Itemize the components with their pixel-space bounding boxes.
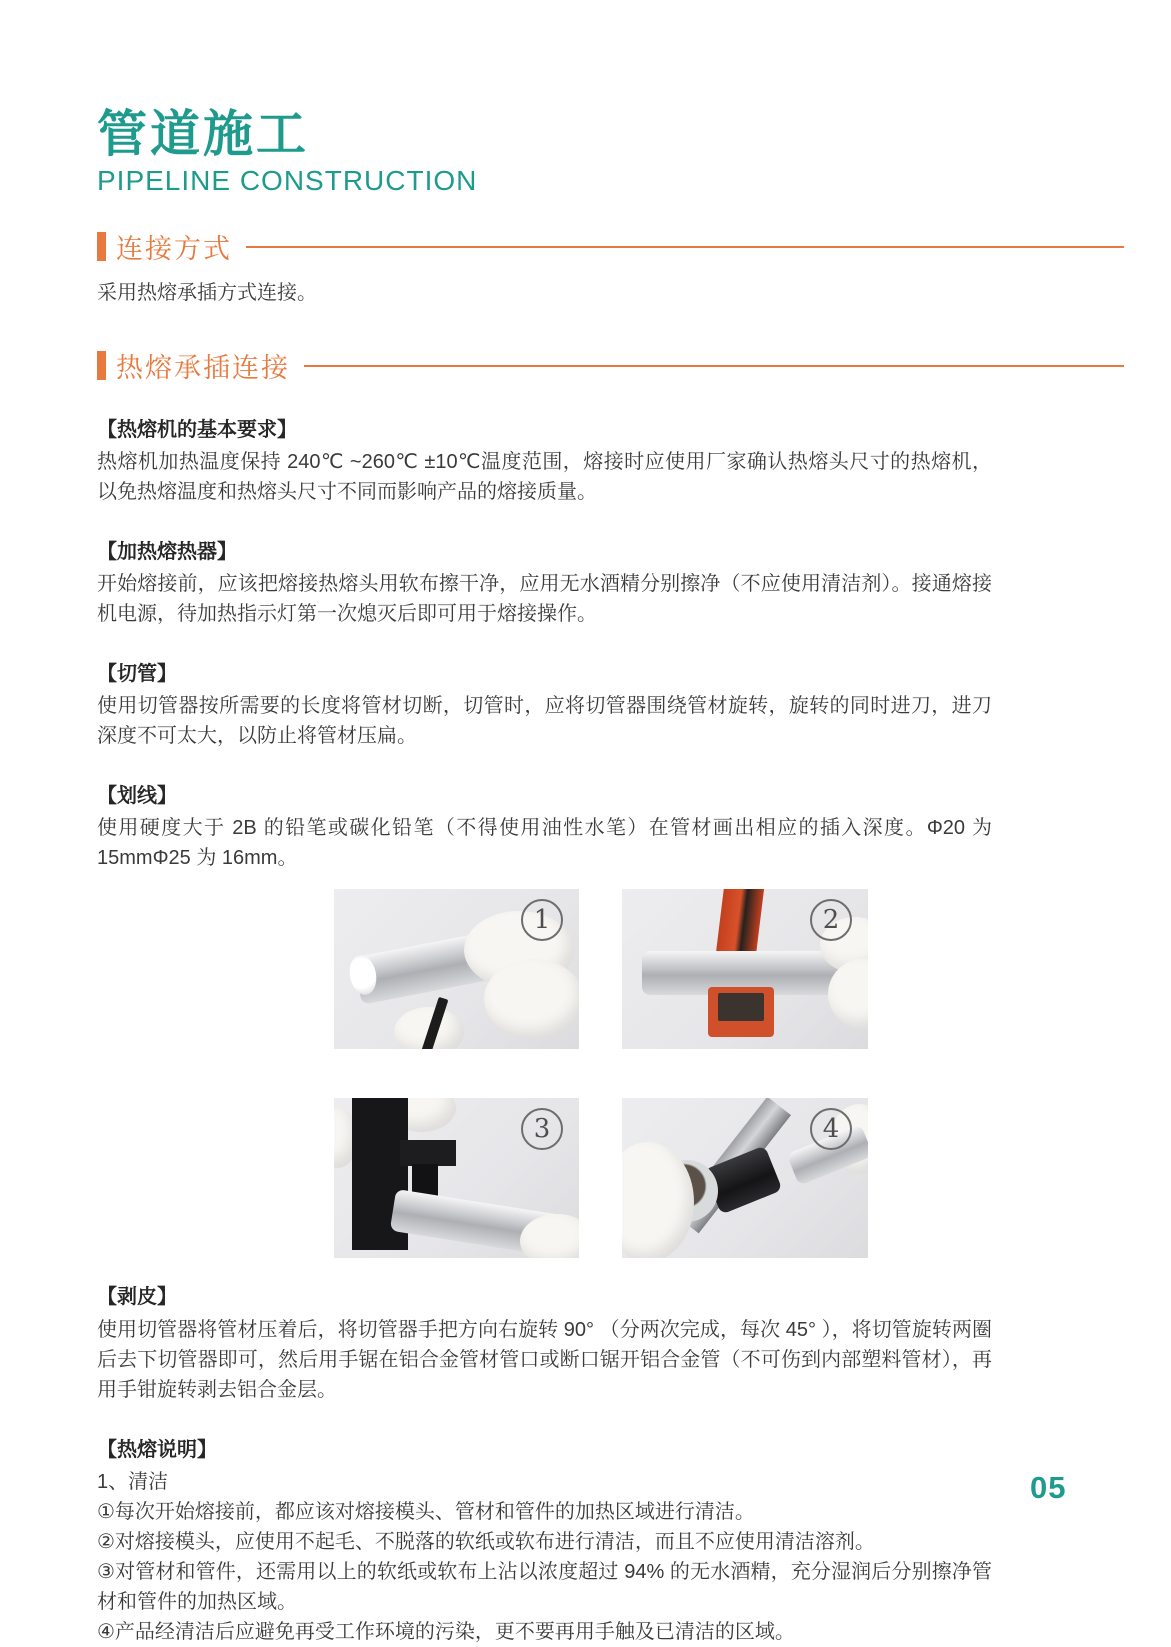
subsection-heading: 【热熔说明】 — [97, 1439, 217, 1461]
note-line: 1、清洁 — [97, 1471, 169, 1493]
subsection-body: 使用切管器按所需要的长度将管材切断，切管时，应将切管器围绕管材旋转，旋转的同时进刀，进刀深度不可太大，以防止将管材压扁。 — [97, 695, 992, 747]
subsection-body: 热熔机加热温度保持 240℃ ~260℃ ±10℃温度范围，熔接时应使用厂家确认热熔头尺寸的热熔机，以免热熔温度和热熔头尺寸不同而影响产品的熔接质量。 — [97, 451, 992, 503]
subsection-heading: 【剥皮】 — [97, 1286, 177, 1308]
subsection-stripping — [97, 1280, 992, 1405]
section-header-hot-melt — [97, 346, 1124, 385]
subsection-machine-requirements — [97, 413, 992, 507]
step-photo-clamp-tool — [334, 1098, 579, 1258]
subsection-body: 使用切管器将管材压着后，将切管器手把方向右旋转 90° （分两次完成，每次 45° ），将切管旋转两圈后去下切管器即可，然后用手锯在铝合金管材管口或断口锯开铝合金管（不可伤到内部塑料管材），再用手钳旋转剥去铝合金层。 — [97, 1319, 992, 1401]
note-line: ③对管材和管件，还需用以上的软纸或软布上沾以浓度超过 94% 的无水酒精，充分湿润后分别擦净管材和管件的加热区域。 — [97, 1561, 992, 1613]
note-line: ②对熔接模头，应使用不起毛、不脱落的软纸或软布进行清洁，而且不应使用清洁溶剂。 — [97, 1531, 875, 1553]
step-number: 3 — [533, 1114, 551, 1144]
subsection-fusion-notes — [97, 1433, 992, 1647]
subsection-pipe-cutting — [97, 657, 992, 751]
step-number-badge — [810, 1108, 852, 1150]
section-accent-bar — [97, 232, 106, 261]
step-photo-mark-pipe — [334, 889, 579, 1049]
glove-graphic — [484, 959, 579, 1039]
subsection-marking — [97, 779, 992, 873]
step-photo-pipe-cutter — [622, 889, 868, 1049]
step-number: 4 — [822, 1114, 840, 1144]
subsection-heading: 【加热熔热器】 — [97, 541, 237, 563]
connection-body: 采用热熔承插方式连接。 — [97, 282, 317, 304]
step-number: 1 — [533, 905, 551, 935]
section-title: 热熔承插连接 — [116, 353, 290, 383]
step-number-badge — [521, 1108, 563, 1150]
section-rule-line — [304, 365, 1124, 367]
cutter-blade-graphic — [718, 993, 764, 1021]
page-content — [97, 106, 1124, 1647]
step-photo-stripping-tool — [622, 1098, 868, 1258]
page-number: 05 — [1030, 1470, 1067, 1505]
note-line: ④产品经清洁后应避免再受工作环境的污染，更不要再用手触及已清洁的区域。 — [97, 1621, 795, 1643]
step-number: 2 — [822, 905, 840, 935]
section-accent-bar — [97, 351, 106, 380]
subsection-heater — [97, 535, 992, 629]
section-rule-line — [246, 246, 1124, 248]
section-header-connection — [97, 227, 1124, 266]
subsection-body: 开始熔接前，应该把熔接热熔头用软布擦干净，应用无水酒精分别擦净（不应使用清洁剂）。接通熔接机电源，待加热指示灯第一次熄灭后即可用于熔接操作。 — [97, 573, 992, 625]
note-line: ①每次开始熔接前，都应该对熔接模头、管材和管件的加热区域进行清洁。 — [97, 1501, 755, 1523]
step-number-badge — [521, 899, 563, 941]
page-subtitle: PIPELINE CONSTRUCTION — [97, 165, 478, 196]
step-number-badge — [810, 899, 852, 941]
subsection-heading: 【热熔机的基本要求】 — [97, 419, 297, 441]
subsection-heading: 【切管】 — [97, 663, 177, 685]
page-title: 管道施工 — [97, 106, 309, 162]
step-photo-grid — [334, 889, 868, 1258]
subsection-heading: 【划线】 — [97, 785, 177, 807]
section-title: 连接方式 — [116, 234, 232, 264]
clamp-arm-graphic — [400, 1140, 456, 1166]
subsection-body: 使用硬度大于 2B 的铅笔或碳化铅笔（不得使用油性水笔）在管材画出相应的插入深度。Φ20 为 15mmΦ25 为 16mm。 — [97, 817, 992, 869]
